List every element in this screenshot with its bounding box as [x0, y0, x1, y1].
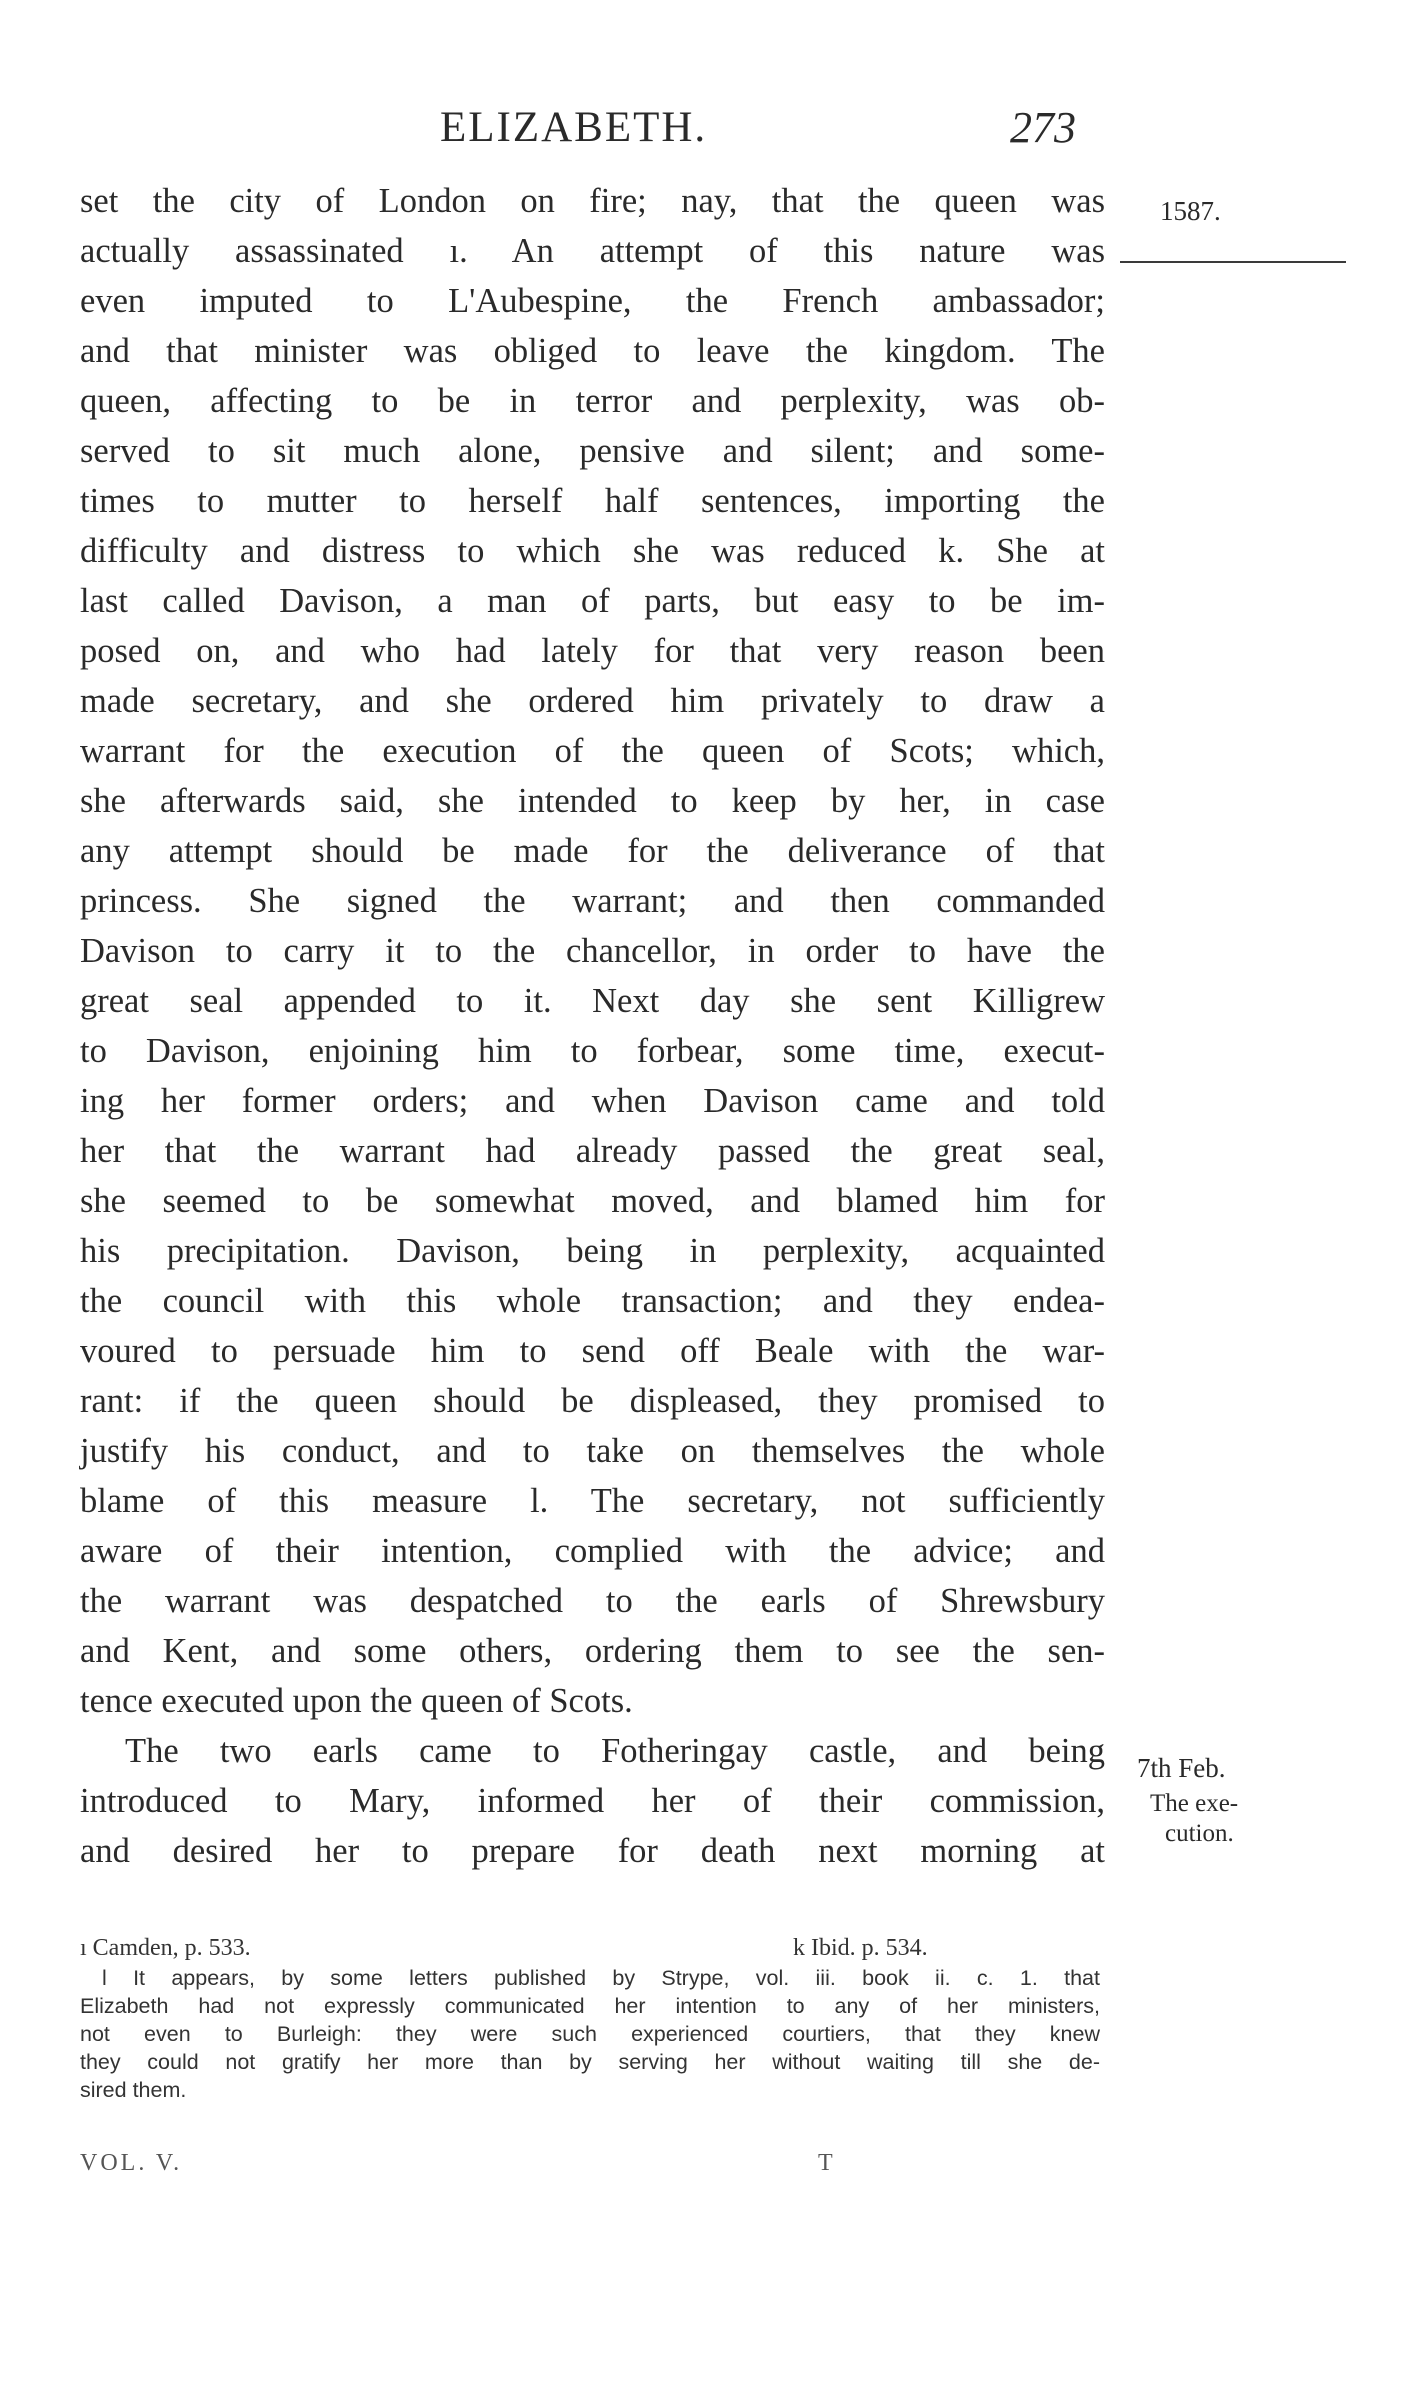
body-line: his precipitation. Davison, being in perplexity, acquainted: [80, 1232, 1105, 1270]
body-line: actually assassinated ı. An attempt of this nature was: [80, 232, 1105, 270]
footnote-citations: [80, 1932, 1100, 1964]
body-line: blame of this measure l. The secretary, not sufficiently: [80, 1482, 1105, 1520]
footnote-l-line: they could not gratify her more than by serving her without waiting till she de-: [80, 2050, 1100, 2074]
body-line: posed on, and who had lately for that very reason been: [80, 632, 1105, 670]
volume-mark: VOL. V.: [80, 2150, 183, 2176]
body-line: set the city of London on fire; nay, that the queen was: [80, 182, 1105, 220]
footnote-i: ı Camden, p. 533.: [80, 1935, 251, 1961]
body-line: rant: if the queen should be displeased, they promised to: [80, 1382, 1105, 1420]
body-line: The two earls came to Fotheringay castle, and being: [125, 1732, 1105, 1770]
body-line: the council with this whole transaction; and they endea-: [80, 1282, 1105, 1320]
margin-date: 7th Feb.: [1137, 1753, 1226, 1783]
body-line: voured to persuade him to send off Beale with the war-: [80, 1332, 1105, 1370]
margin-topic-line1: The exe-: [1150, 1790, 1239, 1817]
body-line: and desired her to prepare for death next morning at: [80, 1832, 1105, 1870]
body-line: even imputed to L'Aubespine, the French ambassador;: [80, 282, 1105, 320]
body-line: princess. She signed the warrant; and then commanded: [80, 882, 1105, 920]
body-line: tence executed upon the queen of Scots.: [80, 1682, 633, 1720]
margin-year: 1587.: [1160, 196, 1221, 226]
body-line: difficulty and distress to which she was reduced k. She at: [80, 532, 1105, 570]
body-line: any attempt should be made for the deliverance of that: [80, 832, 1105, 870]
body-line: times to mutter to herself half sentences, importing the: [80, 482, 1105, 520]
body-line: justify his conduct, and to take on themselves the whole: [80, 1432, 1105, 1470]
footnote-l-line: sired them.: [80, 2078, 187, 2102]
footnotes: [80, 1932, 1100, 2104]
body-line: to Davison, enjoining him to forbear, some time, execut-: [80, 1032, 1105, 1070]
body-line: made secretary, and she ordered him privately to draw a: [80, 682, 1105, 720]
body-line: great seal appended to it. Next day she sent Killigrew: [80, 982, 1105, 1020]
body-line: she seemed to be somewhat moved, and blamed him for: [80, 1182, 1105, 1220]
body-line: introduced to Mary, informed her of their commission,: [80, 1782, 1105, 1820]
footnote-l-line: not even to Burleigh: they were such experienced courtiers, that they knew: [80, 2022, 1100, 2046]
body-line: she afterwards said, she intended to keep by her, in case: [80, 782, 1105, 820]
body-text: [80, 176, 1105, 1876]
body-line: the warrant was despatched to the earls of Shrewsbury: [80, 1582, 1105, 1620]
page-number: 273: [1010, 103, 1076, 152]
body-line: warrant for the execution of the queen of Scots; which,: [80, 732, 1105, 770]
body-line: ing her former orders; and when Davison came and told: [80, 1082, 1105, 1120]
margin-topic-line2: cution.: [1165, 1820, 1234, 1847]
margin-rule: [1120, 261, 1346, 263]
footnote-l-line: Elizabeth had not expressly communicated her intention to any of her ministers,: [80, 1994, 1100, 2018]
footnote-l-line: l It appears, by some letters published by Strype, vol. iii. book ii. c. 1. that: [102, 1966, 1100, 1990]
body-line: served to sit much alone, pensive and silent; and some-: [80, 432, 1105, 470]
body-line: queen, affecting to be in terror and perplexity, was ob-: [80, 382, 1105, 420]
footnote-k: k Ibid. p. 534.: [793, 1935, 928, 1961]
body-line: and that minister was obliged to leave the kingdom. The: [80, 332, 1105, 370]
page-header: [80, 98, 1100, 158]
gathering-mark: T: [818, 2150, 836, 2176]
body-line: Davison to carry it to the chancellor, in order to have the: [80, 932, 1105, 970]
body-line: her that the warrant had already passed the great seal,: [80, 1132, 1105, 1170]
body-line: aware of their intention, complied with the advice; and: [80, 1532, 1105, 1570]
running-title: ELIZABETH.: [440, 104, 708, 151]
body-line: and Kent, and some others, ordering them to see the sen-: [80, 1632, 1105, 1670]
body-line: last called Davison, a man of parts, but easy to be im-: [80, 582, 1105, 620]
